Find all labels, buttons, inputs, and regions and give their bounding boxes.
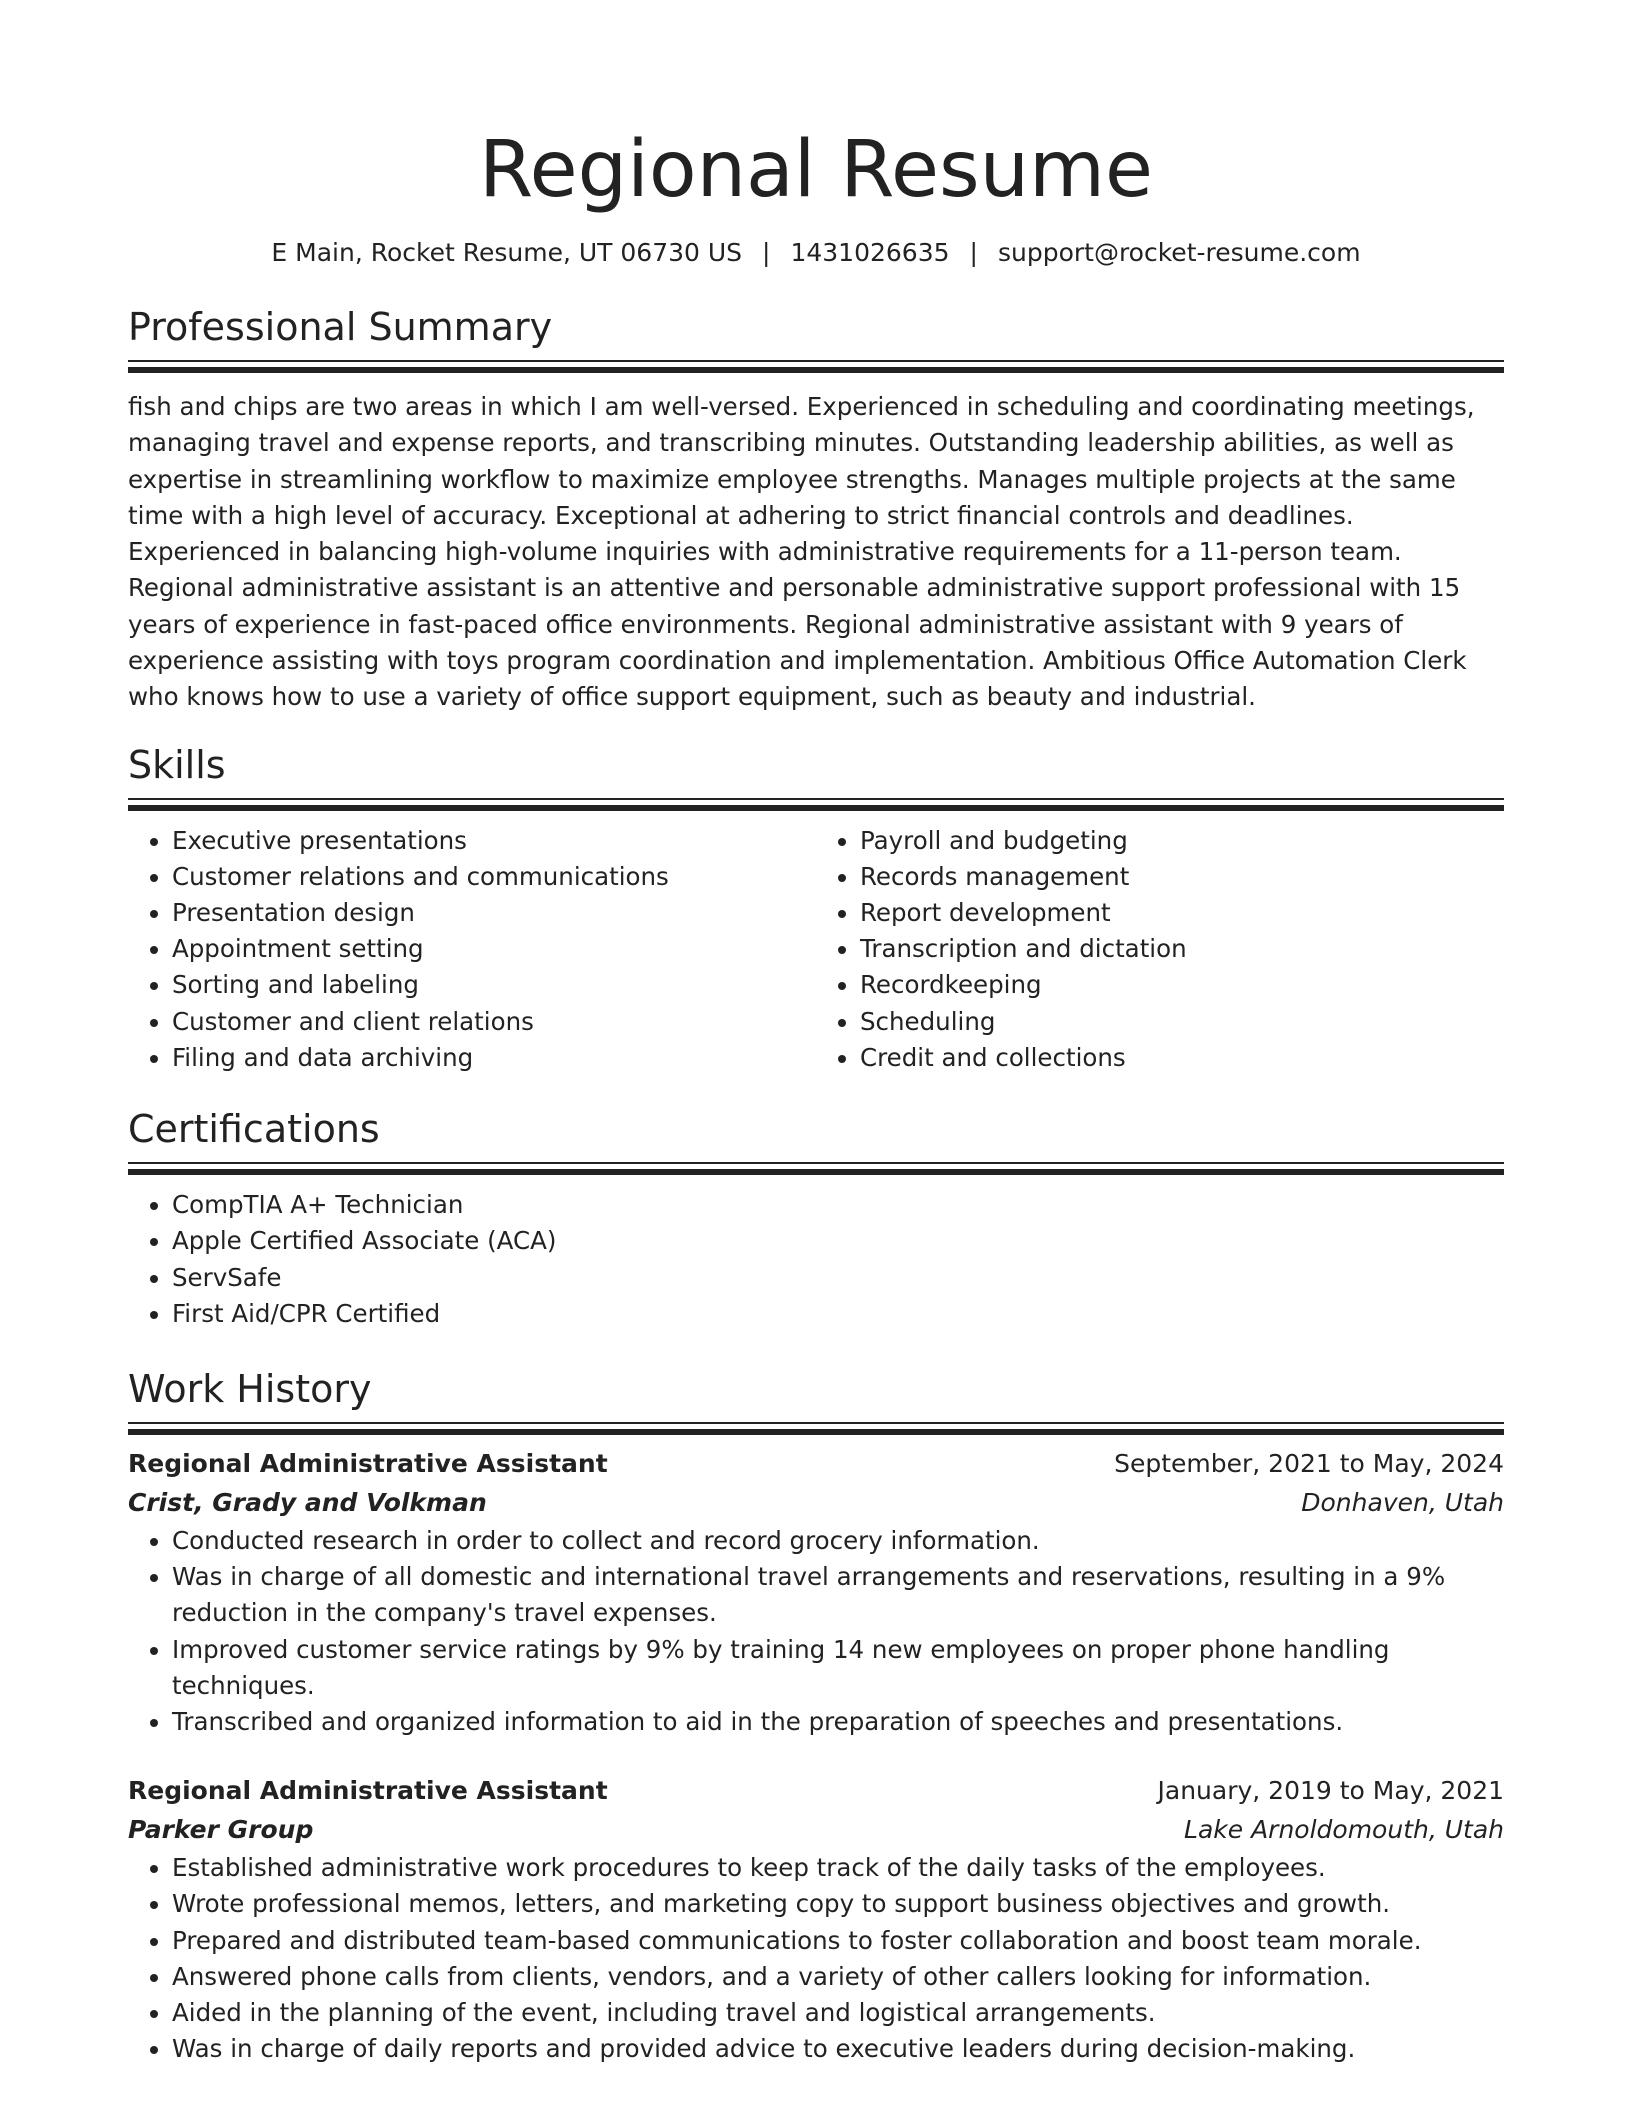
list-item: • Answered phone calls from clients, vendors, and a variety of other callers looking for information. [172, 1959, 1504, 1995]
list-item: • Customer and client relations [172, 1004, 816, 1040]
job-bullets [128, 1850, 1504, 2067]
job-header [128, 1772, 1504, 1810]
job-location: Lake Arnoldomouth, Utah [1184, 1815, 1504, 1845]
list-item: • Customer relations and communications [172, 859, 816, 895]
skills-columns [128, 823, 1504, 1076]
skills-list-right [816, 823, 1504, 1076]
list-item: • Aided in the planning of the event, including travel and logistical arrangements. [172, 1995, 1504, 2031]
list-item: • Payroll and budgeting [860, 823, 1504, 859]
section-divider [128, 1422, 1504, 1429]
job-bullets [128, 1523, 1504, 1740]
resume-name: Regional Resume [478, 125, 1153, 215]
list-item: • Apple Certified Associate (ACA) [172, 1223, 1504, 1259]
list-item: • Improved customer service ratings by 9% by training 14 new employees on proper phone handling techniques. [172, 1632, 1504, 1704]
skills-column-left [128, 823, 816, 1076]
job-company: Parker Group [128, 1815, 314, 1845]
list-item: • Prepared and distributed team-based communications to foster collaboration and boost team morale. [172, 1923, 1504, 1959]
contact-address: E Main, Rocket Resume, UT 06730 US [271, 238, 743, 267]
list-item: • Was in charge of all domestic and international travel arrangements and reservations, resulting in a 9% reduction in the company's travel expenses. [172, 1559, 1504, 1631]
job-entry [128, 1445, 1504, 1740]
summary-heading: Professional Summary [128, 305, 553, 349]
list-item: • Transcribed and organized information to aid in the preparation of speeches and presentations. [172, 1704, 1504, 1740]
list-item: • Credit and collections [860, 1040, 1504, 1076]
job-entry [128, 1772, 1504, 2067]
section-divider [128, 1162, 1504, 1169]
certifications-list [128, 1187, 1504, 1332]
work-history-section [128, 1366, 1504, 2067]
certifications-heading: Certifications [128, 1107, 380, 1152]
job-title: Regional Administrative Assistant [128, 1448, 608, 1478]
list-item: • Presentation design [172, 895, 816, 931]
job-dates: January, 2019 to May, 2021 [1157, 1776, 1504, 1806]
list-item: • Records management [860, 859, 1504, 895]
section-divider [128, 360, 1504, 367]
list-item: • CompTIA A+ Technician [172, 1187, 1504, 1223]
list-item: • Was in charge of daily reports and provided advice to executive leaders during decision-making. [172, 2031, 1504, 2067]
job-dates: September, 2021 to May, 2024 [1114, 1448, 1504, 1478]
skills-list-left [128, 823, 816, 1076]
list-item: • Scheduling [860, 1004, 1504, 1040]
list-item: • Recordkeeping [860, 967, 1504, 1003]
section-divider [128, 798, 1504, 805]
list-item: • Sorting and labeling [172, 967, 816, 1003]
contact-separator: | [762, 238, 771, 267]
list-item: • Filing and data archiving [172, 1040, 816, 1076]
contact-line [128, 236, 1504, 270]
skills-heading: Skills [128, 742, 226, 787]
list-item: • Appointment setting [172, 931, 816, 967]
list-item: • Wrote professional memos, letters, and marketing copy to support business objectives and growth. [172, 1886, 1504, 1922]
list-item: • Established administrative work procedures to keep track of the daily tasks of the employees. [172, 1850, 1504, 1886]
certifications-section [128, 1106, 1504, 1332]
job-company: Crist, Grady and Volkman [128, 1487, 487, 1517]
skills-column-right [816, 823, 1504, 1076]
job-location: Donhaven, Utah [1301, 1487, 1504, 1517]
contact-phone: 1431026635 [790, 238, 950, 267]
job-subheader [128, 1810, 1504, 1850]
summary-text: fish and chips are two areas in which I am well-versed. Experienced in scheduling and coordinating meetings, managing travel and expense reports, and transcribing minutes. Outstanding leadership abilities, as well as expertise in streamlining workflow to maximize employee strengths. Manages multiple projects at the same time with a high level of accuracy. Exceptional at adhering to strict financial controls and deadlines. Experienced in balancing high-volume inquiries with administrative requirements for a 11-person team. Regional administrative assistant is an attentive and personable administrative support professional with 15 years of experience in fast-paced office environments. Regional administrative assistant with 9 years of experience assisting with toys program coordination and implementation. Ambitious Office Automation Clerk who knows how to use a variety of office support equipment, such as beauty and industrial. [128, 392, 1475, 712]
list-item: • ServSafe [172, 1260, 1504, 1296]
list-item: • Report development [860, 895, 1504, 931]
list-item: • Conducted research in order to collect and record grocery information. [172, 1523, 1504, 1559]
list-item: • First Aid/CPR Certified [172, 1296, 1504, 1332]
list-item: • Transcription and dictation [860, 931, 1504, 967]
contact-separator: | [969, 238, 978, 267]
contact-email: support@rocket-resume.com [997, 238, 1361, 267]
work-history-heading: Work History [128, 1366, 372, 1411]
skills-section [128, 742, 1504, 1076]
job-header [128, 1445, 1504, 1483]
job-title: Regional Administrative Assistant [128, 1776, 608, 1806]
job-subheader [128, 1483, 1504, 1523]
summary-section [128, 304, 1504, 716]
resume-page [128, 0, 1504, 2067]
list-item: • Executive presentations [172, 823, 816, 859]
